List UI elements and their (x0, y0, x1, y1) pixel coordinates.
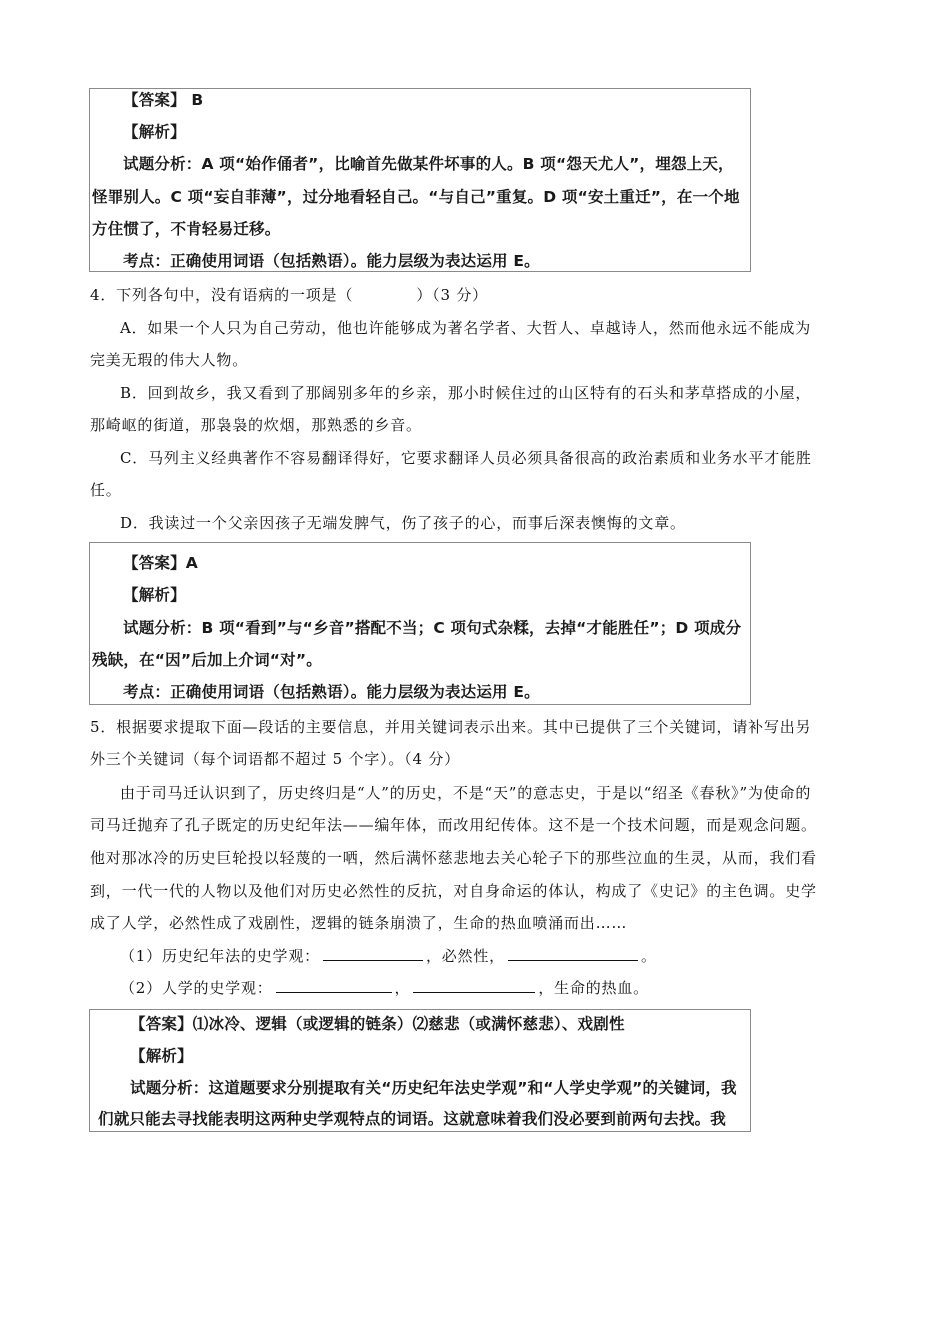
answer-box-q3 (89, 88, 751, 272)
analysis-label: 【解析】 (123, 586, 186, 604)
q5-passage-line: 他对那冰冷的历史巨轮投以轻蔑的一哂，然后满怀慈悲地去关心轮子下的那些泣血的生灵，从而，我们看 (90, 849, 817, 867)
q4-option-b: B．回到故乡，我又看到了那阔别多年的乡亲，那小时候住过的山区特有的石头和茅草搭成的小屋， (120, 384, 812, 402)
answer-line: 【答案】 B (123, 91, 204, 109)
answer-line: 【答案】⑴冰冷、逻辑（或逻辑的链条）⑵慈悲（或满怀慈悲）、戏剧性 (130, 1015, 625, 1033)
q5-subquestion-1 (120, 940, 860, 973)
answer-line: 【答案】A (123, 554, 198, 572)
answer-blank[interactable] (276, 977, 392, 993)
subq1-middle: ，必然性， (425, 947, 505, 965)
subq2-end: ，生命的热血。 (538, 979, 649, 997)
kaodian-line: 考点：正确使用词语（包括熟语）。能力层级为表达运用 E。 (123, 683, 540, 701)
analysis-line: 残缺，在“因”后加上介词“对”。 (92, 651, 322, 669)
q5-passage-line: 到，一代一代的人物以及他们对历史必然性的反抗，对自身命运的体认，构成了《史记》的主色调。史学 (90, 882, 817, 900)
q4-stem: 4．下列各句中，没有语病的一项是（ ）（3 分） (90, 286, 488, 304)
answer-box-q5 (89, 1009, 751, 1132)
q4-option-a: A．如果一个人只为自己劳动，他也许能够成为著名学者、大哲人、卓越诗人，然而他永远不能成为 (120, 319, 812, 337)
q4-option-c: C．马列主义经典著作不容易翻译得好，它要求翻译人员必须具备很高的政治素质和业务水平才能胜 (120, 449, 812, 467)
q4-option-b-cont: 那崎岖的街道，那袅袅的炊烟，那熟悉的乡音。 (90, 416, 422, 434)
answer-blank[interactable] (413, 977, 535, 993)
q5-passage-line: 司马迁抛弃了孔子既定的历史纪年法——编年体，而改用纪传体。这不是一个技术问题，而是观念问题。 (90, 816, 817, 834)
analysis-line: 试题分析：B 项“看到”与“乡音”搭配不当；C 项句式杂糅，去掉“才能胜任”；D 项成分 (123, 619, 742, 637)
subq1-prefix: （1）历史纪年法的史学观： (120, 947, 320, 965)
q4-option-a-cont: 完美无瑕的伟大人物。 (90, 351, 249, 369)
answer-blank[interactable] (508, 945, 638, 961)
analysis-line: 试题分析：A 项“始作俑者”，比喻首先做某件坏事的人。B 项“怨天尤人”，埋怨上天， (123, 155, 734, 173)
analysis-line: 试题分析：这道题要求分别提取有关“历史纪年法史学观”和“人学史学观”的关键词，我 (130, 1079, 737, 1097)
q4-option-d: D．我读过一个父亲因孩子无端发脾气，伤了孩子的心，而事后深表懊悔的文章。 (120, 514, 686, 532)
q5-passage-line: 成了人学，必然性成了戏剧性，逻辑的链条崩溃了，生命的热血喷涌而出…… (90, 914, 628, 932)
subq2-middle: ， (394, 979, 411, 997)
subq2-prefix: （2）人学的史学观： (120, 979, 273, 997)
kaodian-line: 考点：正确使用词语（包括熟语）。能力层级为表达运用 E。 (123, 252, 540, 270)
analysis-line: 怪罪别人。C 项“妄自菲薄”，过分地看轻自己。“与自己”重复。D 项“安土重迁”，在一个地 (92, 188, 740, 206)
q5-subquestion-2 (120, 972, 860, 1005)
answer-box-q4 (89, 542, 751, 705)
answer-blank[interactable] (323, 945, 423, 961)
analysis-label: 【解析】 (130, 1047, 193, 1065)
q5-stem-cont: 外三个关键词（每个词语都不超过 5 个字）。（4 分） (90, 750, 460, 768)
q5-passage-line: 由于司马迁认识到了，历史终归是“人”的历史，不是“天”的意志史，于是以“绍圣《春秋》”为使命的 (120, 784, 812, 802)
q5-stem: 5．根据要求提取下面—段话的主要信息，并用关键词表示出来。其中已提供了三个关键词，请补写出另 (90, 718, 812, 736)
analysis-line: 方住惯了，不肯轻易迁移。 (92, 220, 281, 238)
analysis-label: 【解析】 (123, 123, 186, 141)
q4-option-c-cont: 任。 (90, 481, 122, 499)
analysis-line: 们就只能去寻找能表明这两种史学观特点的词语。这就意味着我们没必要到前两句去找。我 (98, 1110, 727, 1128)
subq1-end: 。 (640, 947, 657, 965)
